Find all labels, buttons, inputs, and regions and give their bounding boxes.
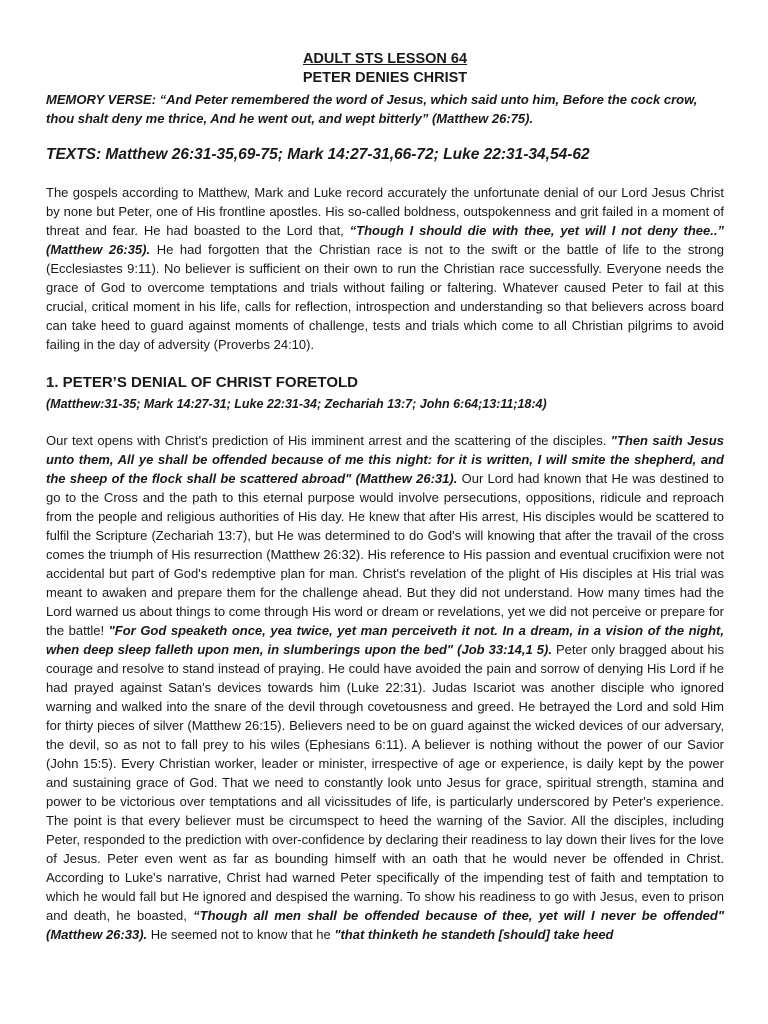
section-text-4: He seemed not to know that he (147, 927, 335, 942)
section-quote-2: "For God speaketh once, yea twice, yet man perceiveth it not. In a dream, in a vision of the night, when deep sleep falleth upon men, in slumberings upon the bed" (Job 33:14,1 5). (46, 623, 724, 657)
section-text-3: Peter only bragged about his courage and resolve to stand instead of praying. He could have avoided the pain and sorrow of denying His Lord if he had prayed against Satan's devices towards him (Luke 22:31). Judas Iscariot was another disciple who ignored warning and walked into the snare of the devil through covetousness and greed. He betrayed the Lord and sold Him for thirty pieces of silver (Matthew 26:15). Believers need to be on guard against the wicked devices of our adversary, the devil, so as not to fall prey to his wiles (Ephesians 6:11). A believer is nothing without the power of our Savior (John 15:5). Every Christian worker, leader or minister, irrespective of age or experience, is daily kept by the power and sustaining grace of God. That we need to constantly look unto Jesus for grace, spiritual strength, stamina and power to be victorious over temptations and all vicissitudes of life, is particularly underscored by Peter's experience. The point is that every believer must be circumspect to heed the warning of the Savior. All the disciples, including Peter, responded to the prediction with over-confidence by declaring their readiness to lay down their lives for the love of Jesus. Peter even went as far as bounding himself with an oath that he would never be offended in Christ. According to Luke's narrative, Christ had warned Peter specifically of the impending test of faith and temptation to which he would fall but He ignored and despised the warning. To show his readiness to go with Jesus, even to prison and death, he boasted, (46, 642, 724, 923)
lesson-title (46, 50, 724, 69)
lesson-subtitle: PETER DENIES CHRIST (302, 70, 468, 86)
intro-paragraph (46, 183, 724, 354)
section-quote-4: "that thinketh he standeth [should] take heed (334, 927, 614, 942)
memory-verse: MEMORY VERSE: “And Peter remembered the word of Jesus, which said unto him, Before the cock crow, thou shalt deny me thrice, And he went out, and wept bitterly” (Matthew 26:75). (46, 92, 698, 126)
intro-text-2: He had forgotten that the Christian race is not to the swift or the battle of life to the strong (Ecclesiastes 9:11). No believer is sufficient on their own to run the Christian race successfully. Everyone needs the grace of God to overcome temptations and trials without failing or faltering. Whatever caused Peter to fail at this crucial, critical moment in his life, calls for reflection, introspection and understanding so that believers across board can take heed to guard against moments of challenge, tests and trials which come to all Christian pilgrims to avoid failing in the day of adversity (Proverbs 24:10). (46, 242, 724, 352)
section-quote-1: "Then saith Jesus unto them, All ye shall be offended because of me this night: for it is written, I will smite the shepherd, and the sheep of the flock shall be scattered abroad" (Matthew 26:31). (46, 433, 724, 486)
intro-text-1: The gospels according to Matthew, Mark and Luke record accurately the unfortunate denial of our Lord Jesus Christ by none but Peter, one of His frontline apostles. His so-called boldness, outspokenness and grit failed in a moment of threat and fear. He had boasted to the Lord that, (46, 185, 724, 238)
section-text-2: Our Lord had known that He was destined to go to the Cross and the path to this eternal purpose would involve persecutions, oppositions, ridicule and reproach from the people and religious authorities of His day. He knew that after His arrest, His disciples would be scattered to fulfil the Scripture (Zechariah 13:7), but He was determined to do God's will knowing that after the travail of the cross comes the triumph of His resurrection (Matthew 26:32). His reference to His passion and eventual crucifixion were not accidental but part of God's redemptive plan for man. Christ's revelation of the plight of His disciples at His trial was meant to awaken and prepare them for the challenge ahead. But they did not understand. How many times had the Lord warned us about things to come through His word or dream or revelations, yet we did not perceive or prepare for the battle! (46, 471, 724, 638)
section-references: (Matthew:31-35; Mark 14:27-31; Luke 22:31-34; Zechariah 13:7; John 6:64;13:11;18:4) (46, 397, 547, 411)
section-heading: 1. PETER’S DENIAL OF CHRIST FORETOLD (46, 374, 358, 391)
scripture-texts: TEXTS: Matthew 26:31-35,69-75; Mark 14:27-31,66-72; Luke 22:31-34,54-62 (46, 146, 590, 163)
section-paragraph (46, 431, 724, 944)
section-text-1: Our text opens with Christ's prediction of His imminent arrest and the scattering of the disciples. (46, 433, 611, 448)
section-quote-3: “Though all men shall be offended because of thee, yet will I never be offended" (Matthew 26:33). (46, 908, 725, 942)
lesson-title-text: ADULT STS LESSON 64 (302, 51, 468, 67)
intro-quote-1: “Though I should die with thee, yet will I not deny thee..” (Matthew 26:35). (46, 223, 724, 257)
